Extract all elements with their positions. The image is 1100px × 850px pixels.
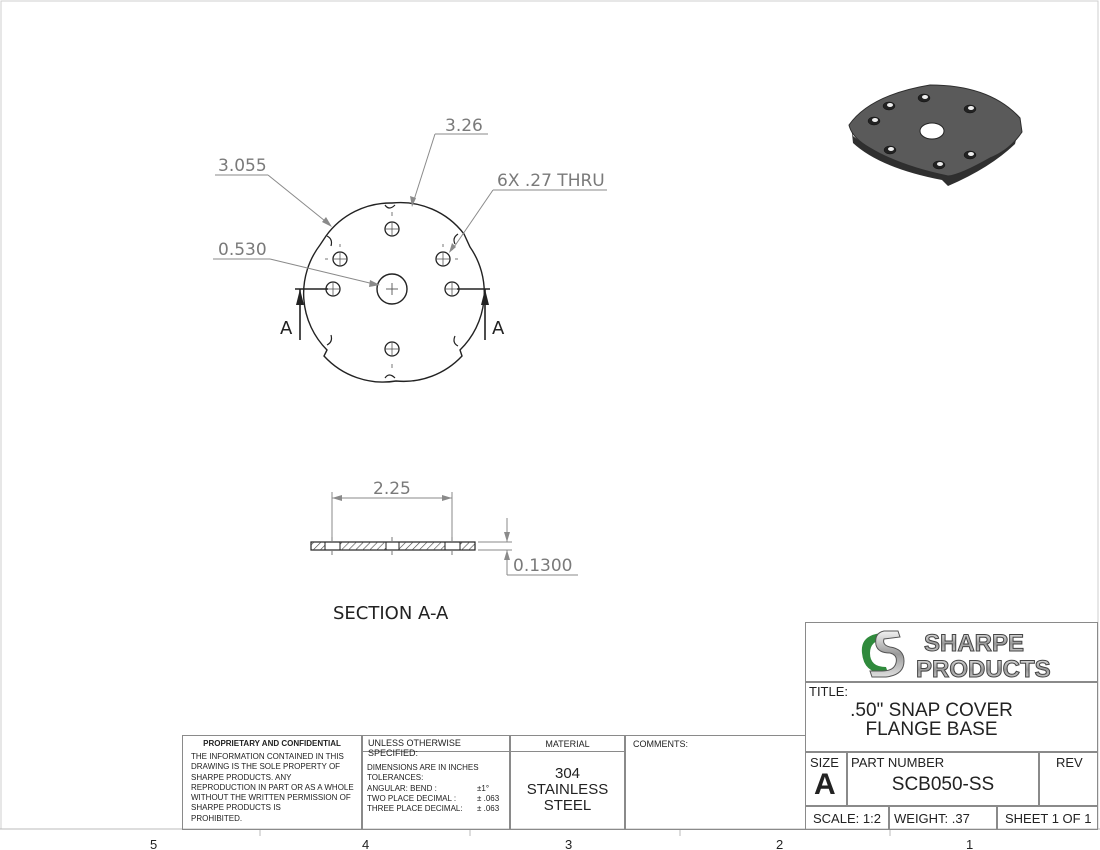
logo-block: [805, 622, 1098, 682]
zone-3: 3: [565, 837, 573, 850]
proprietary-text: [183, 748, 361, 824]
title-line-1: .50" SNAP COVER: [850, 700, 1013, 721]
proprietary-line: DRAWING IS THE SOLE PROPERTY OF: [191, 762, 341, 772]
tolerance-line: THREE PLACE DECIMAL:: [367, 804, 463, 814]
sheet-cell: [997, 806, 1098, 830]
top-view: [213, 116, 607, 382]
tolerance-block: [362, 735, 510, 830]
comments-block: [625, 735, 806, 830]
part-number-value: SCB050-SS: [891, 774, 995, 795]
proprietary-line: REPRODUCTION IN PART OR AS A WHOLE: [191, 782, 354, 792]
part-number-cell: [847, 752, 1039, 806]
title-text: [806, 701, 1097, 739]
zone-5: 5: [150, 837, 158, 850]
proprietary-line: PROHIBITED.: [191, 813, 243, 823]
proprietary-line: THE INFORMATION CONTAINED IN THIS: [191, 752, 344, 761]
weight-cell: [889, 806, 997, 830]
tolerance-value: ±1°: [477, 783, 490, 793]
logo-text-1: SHARPE: [924, 630, 1025, 657]
tolerance-line: TWO PLACE DECIMAL :: [367, 793, 457, 803]
tolerance-value: ± .063: [477, 804, 500, 814]
dim-0530: 0.530: [218, 240, 267, 260]
tolerance-line: TOLERANCES:: [367, 773, 424, 783]
dim-3055: 3.055: [218, 156, 267, 176]
dim-326: 3.26: [445, 116, 483, 136]
proprietary-title: PROPRIETARY AND CONFIDENTIAL: [203, 739, 341, 748]
section-marker-right: A: [492, 318, 505, 339]
size-label: SIZE: [810, 755, 839, 770]
material-line: STEEL: [543, 797, 592, 814]
comments-title: COMMENTS:: [633, 739, 688, 749]
unless-title: UNLESS OTHERWISE SPECIFIED:: [363, 736, 509, 752]
tolerance-value: ± .063: [477, 793, 500, 803]
proprietary-block: [182, 735, 362, 830]
scale-cell: [805, 806, 889, 830]
part-number-label: PART NUMBER: [851, 755, 945, 770]
title-label: TITLE:: [809, 684, 849, 699]
material-title: MATERIAL: [511, 736, 624, 752]
dim-225: 2.25: [373, 479, 411, 499]
weight-value: WEIGHT: .37: [894, 811, 970, 826]
material-block: [510, 735, 625, 830]
proprietary-line: WITHOUT THE WRITTEN PERMISSION OF: [191, 793, 351, 803]
size-value: A: [814, 768, 836, 801]
tolerance-line: DIMENSIONS ARE IN INCHES: [367, 763, 479, 772]
proprietary-line: SHARPE PRODUCTS IS: [191, 803, 281, 813]
logo-text-2: PRODUCTS: [916, 656, 1051, 683]
title-cell: [805, 682, 1098, 752]
zone-4: 4: [362, 837, 370, 850]
material-text: [511, 752, 624, 814]
scale-value: SCALE: 1:2: [813, 811, 881, 826]
tolerance-text: [363, 752, 509, 814]
section-line: [295, 289, 490, 340]
sheet-value: SHEET 1 OF 1: [1005, 811, 1092, 826]
rev-cell: [1039, 752, 1098, 806]
dim-holes: 6X .27 THRU: [497, 171, 605, 191]
dim-thickness: 0.1300: [513, 556, 573, 576]
section-label: SECTION A-A: [333, 603, 449, 624]
zone-1: 1: [966, 837, 974, 850]
zone-2: 2: [776, 837, 784, 850]
proprietary-line: SHARPE PRODUCTS. ANY: [191, 772, 292, 782]
iso-view: [849, 85, 1022, 186]
tolerance-line: ANGULAR: BEND :: [367, 783, 437, 793]
rev-label: REV: [1056, 755, 1083, 770]
size-cell: [805, 752, 847, 806]
material-line: 304: [554, 765, 581, 782]
section-view: [311, 479, 578, 624]
material-line: STAINLESS: [526, 781, 609, 798]
title-line-2: FLANGE BASE: [865, 719, 998, 740]
company-logo: [854, 623, 1054, 683]
section-marker-left: A: [280, 318, 293, 339]
